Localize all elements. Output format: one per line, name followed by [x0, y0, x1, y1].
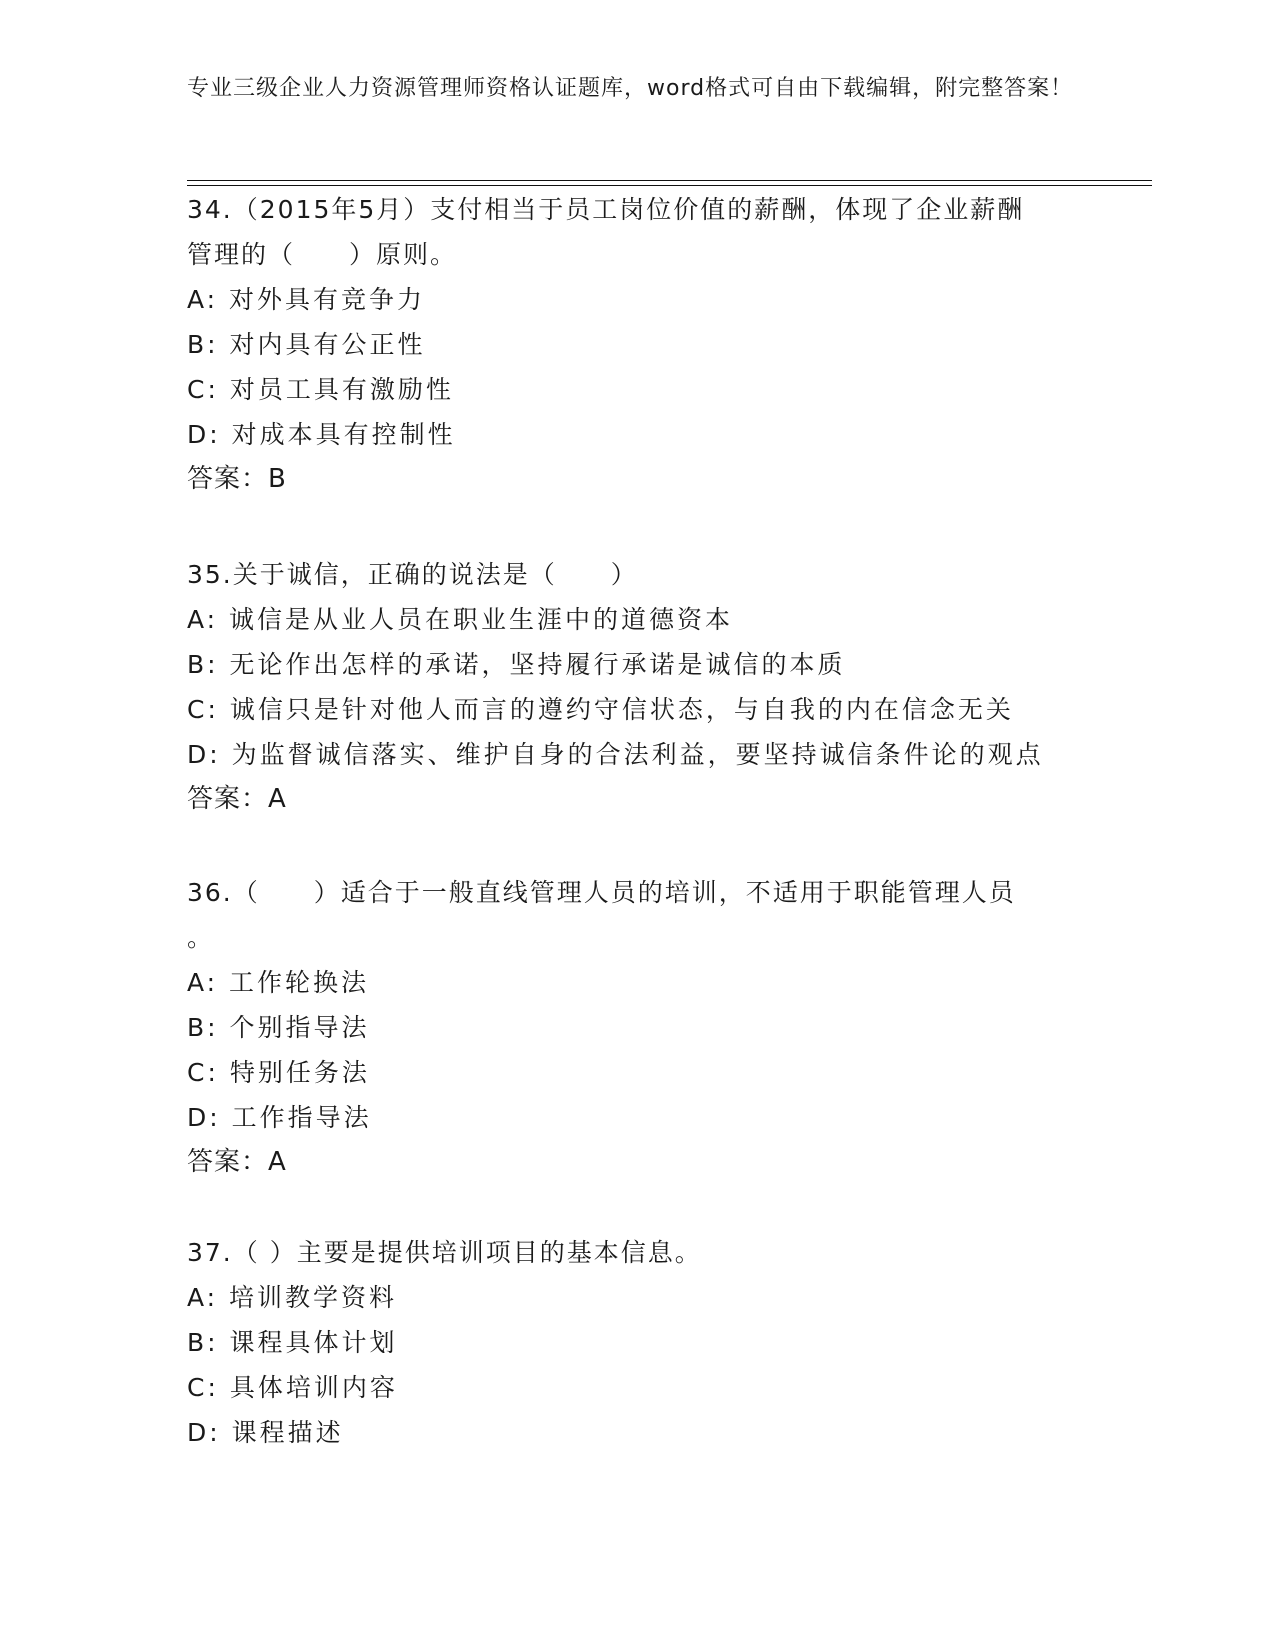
question-stem: 34.（2015年5月）支付相当于员工岗位价值的薪酬，体现了企业薪酬	[187, 195, 1025, 224]
option-c: C: 对员工具有激励性	[187, 375, 454, 404]
answer-line: 答案：A	[187, 784, 287, 814]
option-d: D: 工作指导法	[187, 1103, 372, 1132]
option-a: A: 工作轮换法	[187, 968, 370, 997]
document-header	[187, 74, 1087, 104]
option-c: C: 诚信只是针对他人而言的遵约守信状态，与自我的内在信念无关	[187, 695, 1014, 724]
answer-line: 答案：A	[187, 1147, 287, 1177]
question-stem: 35.关于诚信，正确的说法是（ ）	[187, 560, 638, 589]
option-b: B: 对内具有公正性	[187, 330, 426, 359]
option-c: C: 具体培训内容	[187, 1373, 398, 1402]
header-text: 专业三级企业人力资源管理师资格认证题库，word格式可自由下载编辑，附完整答案！	[187, 76, 1074, 101]
option-d: D: 对成本具有控制性	[187, 420, 456, 449]
option-b: B: 个别指导法	[187, 1013, 370, 1042]
question-stem: 36.（ ）适合于一般直线管理人员的培训，不适用于职能管理人员	[187, 878, 1016, 907]
answer-line: 答案：B	[187, 464, 287, 494]
question-stem: 管理的（ ）原则。	[187, 240, 458, 269]
question-stem: 37.（ ）主要是提供培训项目的基本信息。	[187, 1238, 702, 1267]
question-35	[187, 552, 1087, 822]
header-divider-line	[187, 185, 1152, 186]
option-b: B: 课程具体计划	[187, 1328, 398, 1357]
question-34	[187, 187, 1087, 502]
header-divider-line	[187, 180, 1152, 181]
option-a: A: 培训教学资料	[187, 1283, 398, 1312]
option-a: A: 对外具有竞争力	[187, 285, 426, 314]
option-d: D: 为监督诚信落实、维护自身的合法利益，要坚持诚信条件论的观点	[187, 740, 1044, 769]
option-a: A: 诚信是从业人员在职业生涯中的道德资本	[187, 605, 734, 634]
question-37	[187, 1230, 1087, 1455]
question-36	[187, 870, 1087, 1185]
option-b: B: 无论作出怎样的承诺，坚持履行承诺是诚信的本质	[187, 650, 846, 679]
option-d: D: 课程描述	[187, 1418, 344, 1447]
question-stem: 。	[187, 923, 215, 952]
option-c: C: 特别任务法	[187, 1058, 370, 1087]
